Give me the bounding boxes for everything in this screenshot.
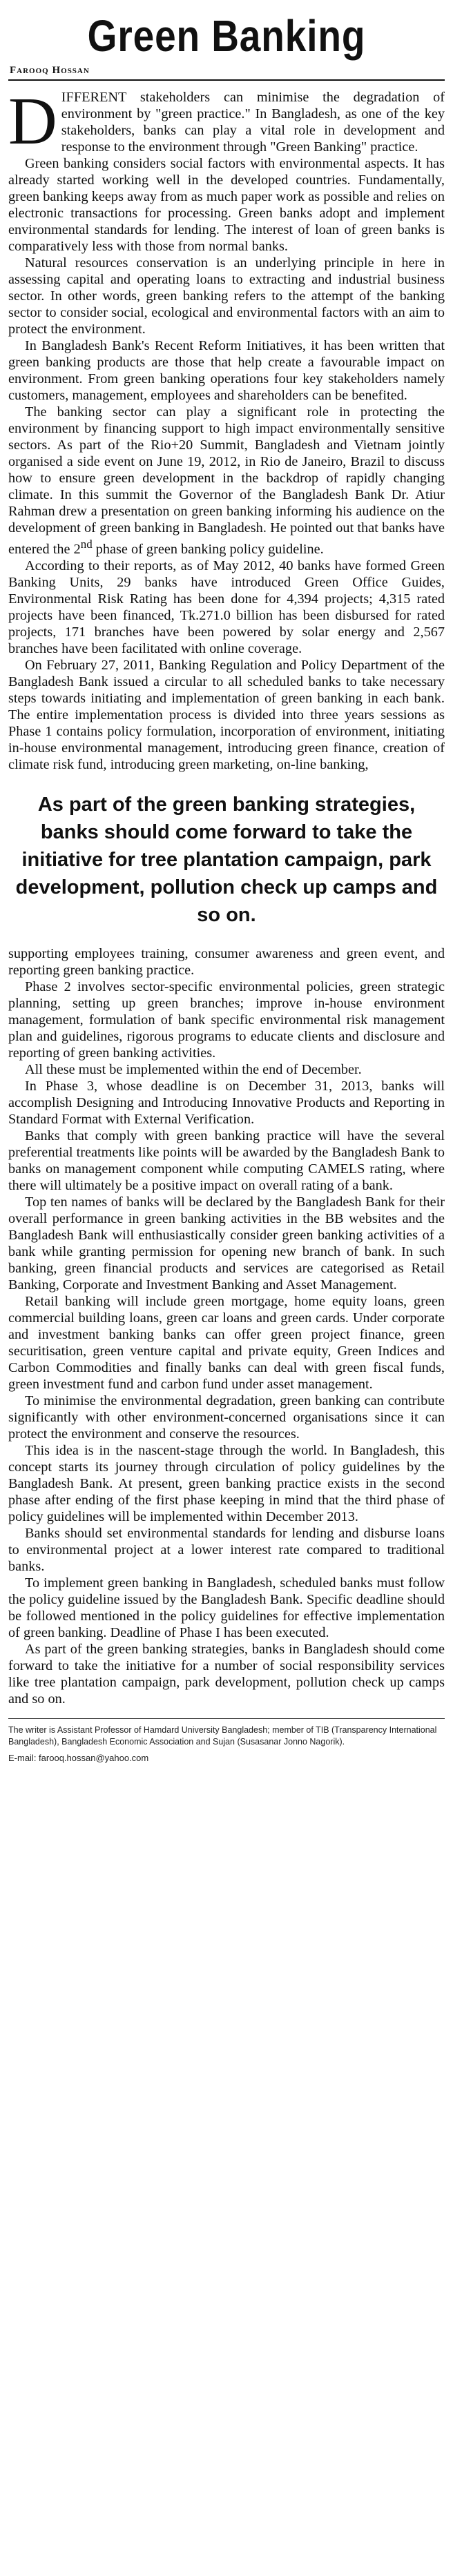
- paragraph: On February 27, 2011, Banking Regulation and Policy Department of the Bangladesh Bank issued a circular to all scheduled banks to take necessary steps towards initiating and implementation of green banking in each bank. The entire implementation process is divided into three years sessions as Phase 1 contains policy formulation, incorporation of environment, initiating in-house environmental management, introducing green finance, creation of climate risk fund, introducing green marketing, on-line banking,: [8, 657, 445, 772]
- paragraph: According to their reports, as of May 2012, 40 banks have formed Green Banking Units, 29 banks have introduced Green Office Guides, Environmental Risk Rating has been done for 4,394 projects; 4,315 rated projects have been financed, Tk.271.0 billion has been disbursed for rated projects, 171 branches have been powered by solar energy and 2,567 branches have been facilitated with online coverage.: [8, 558, 445, 656]
- paragraph: This idea is in the nascent-stage through the world. In Bangladesh, this concept starts its journey through circulation of policy guidelines by the Bangladesh Bank. At present, green banking practice exists in the second phase after ending of the first phase keeping in mind that the third phase of policy guidelines will be implemented within December 2013.: [8, 1442, 445, 1524]
- superscript: nd: [80, 538, 93, 551]
- paragraph: supporting employees training, consumer awareness and green event, and reporting green banking practice.: [8, 945, 445, 978]
- paragraph: In Bangladesh Bank's Recent Reform Initiatives, it has been written that green banking products are those that help create a favourable impact on environment. From green banking operations four key stakeholders namely customers, management, employees and shareholders can be benefited.: [8, 338, 445, 403]
- paragraph: As part of the green banking strategies, banks in Bangladesh should come forward to take the initiative for a number of social responsibility services like tree plantation campaign, park development, pollution check up camps and so on.: [8, 1641, 445, 1707]
- footer-divider: [8, 1718, 445, 1719]
- paragraph: Retail banking will include green mortgage, home equity loans, green commercial building loans, green car loans and green cards. Under corporate and investment banking banks can offer green project finance, green securitisation, green venture capital and private equity, Green Indices and Carbon Commodities and finally banks can deal with green fiscal funds, green investment fund and carbon fund under asset management.: [8, 1293, 445, 1392]
- author-byline: Farooq Hossan: [10, 65, 90, 76]
- paragraph: Green banking considers social factors with environmental aspects. It has already started working well in the developed countries. Fundamentally, green banking keeps away from as much paper work as possible and relies on electronic transactions for processing. Green banks adopt and implement environmental standards for lending. The interest of loan of green banks is comparatively less with those from normal banks.: [8, 156, 445, 254]
- paragraph: Banks that comply with green banking practice will have the several preferential treatments like points will be awarded by the Bangladesh Bank to banks on management component while computing CAMELS rating, where there will ultimately be a positive impact on overall rating of a bank.: [8, 1128, 445, 1193]
- paragraph: [8, 404, 445, 558]
- drop-cap: D: [8, 84, 57, 159]
- author-note: The writer is Assistant Professor of Hamdard University Bangladesh; member of TIB (Transparency International Bangladesh), Bangladesh Economic Association and Sujan (Susasanar Jonno Nagorik).: [8, 1724, 437, 1747]
- pull-quote: As part of the green banking strategies, banks should come forward to take the initiative for tree plantation campaign, park development, pollution check up camps and so on.: [15, 793, 438, 926]
- paragraph-text: The banking sector can play a significant role in protecting the environment by financing support to high impact environmentally sensitive sectors. As part of the Rio+20 Summit, Bangladesh and Vietnam jointly organised a side event on June 19, 2012, in Rio de Janeiro, Brazil to discuss how to ensure green development in the backdrop of rapidly changing climate. In this summit the Governor of the Bangladesh Bank Dr. Atiur Rahman drew a presentation on green banking informing his audience on the development of green banking in Bangladesh. He pointed out that banks have entered the 2: [8, 404, 445, 557]
- paragraph: Top ten names of banks will be declared by the Bangladesh Bank for their overall performance in green banking activities in the BB websites and the Bangladesh Bank will enthusiastically consider green banking activities of a bank while granting permission for opening new branch of bank. In such banking, green financial products and services are categorised as Retail Banking, Corporate and Investment Banking and Asset Management.: [8, 1194, 445, 1292]
- paragraph: Phase 2 involves sector-specific environmental policies, green strategic planning, setting up green branches; improve in-house environment management, formulation of bank specific environmental risk management plan and guidelines, rigorous programs to educate clients and disclosure and reporting of green banking activities.: [8, 979, 445, 1061]
- paragraph: To minimise the environmental degradation, green banking can contribute significantly with other environment-concerned organisations since it can protect the environment and conserve the resources.: [8, 1393, 445, 1442]
- paragraph-text: phase of green banking policy guideline.: [92, 541, 324, 557]
- article-title: Green Banking: [87, 11, 366, 61]
- article-body: [8, 84, 445, 1707]
- paragraph: Natural resources conservation is an underlying principle in here in assessing capital and operating loans to extracting and industrial business sector. In other words, green banking refers to the attempt of the banking sector to consider social, ecological and environmental factors with an aim to protect the environment.: [8, 255, 445, 337]
- author-email: E-mail: farooq.hossan@yahoo.com: [8, 1752, 149, 1763]
- paragraph: Banks should set environmental standards for lending and disburse loans to environmental project at a lower interest rate compared to traditional banks.: [8, 1525, 445, 1574]
- paragraph-text: IFFERENT stakeholders can minimise the degradation of environment by "green practice." In Bangladesh, as one of the key stakeholders, banks can play a vital role in development and response to the environment through "Green Banking" practice.: [61, 90, 445, 155]
- paragraph: In Phase 3, whose deadline is on December 31, 2013, banks will accomplish Designing and Introducing Innovative Products and Reporting in Standard Format with External Verification.: [8, 1078, 445, 1127]
- paragraph: All these must be implemented within the end of December.: [25, 1061, 362, 1077]
- title-divider: [8, 79, 445, 81]
- paragraph: To implement green banking in Bangladesh, scheduled banks must follow the policy guideline issued by the Bangladesh Bank. Specific deadline should be followed mentioned in the policy guidelines for effective implementation of green banking. Deadline of Phase I has been executed.: [8, 1575, 445, 1640]
- paragraph: [8, 84, 445, 159]
